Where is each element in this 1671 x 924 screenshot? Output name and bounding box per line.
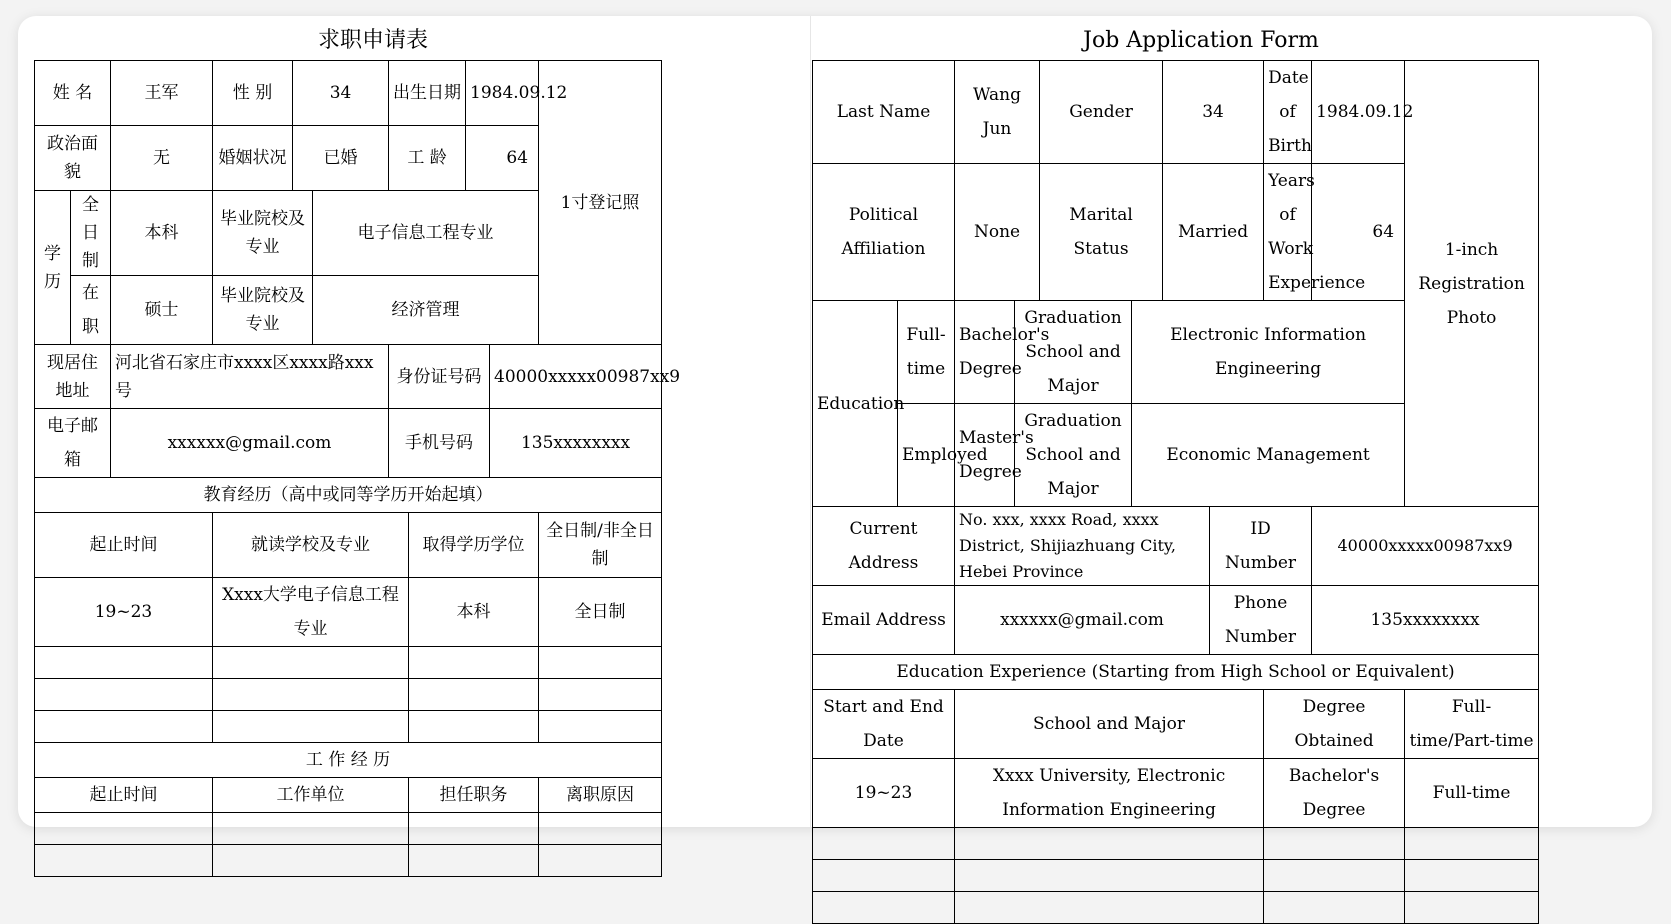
fulltime-label: 全日制	[71, 191, 111, 276]
political-value: 无	[111, 126, 213, 191]
edu-col-type: Full-time/Part-time	[1405, 690, 1539, 759]
edu-col-degree: Degree Obtained	[1264, 690, 1405, 759]
phone-value: 135xxxxxxxx	[1312, 586, 1539, 655]
onjob-major: Economic Management	[1132, 404, 1405, 507]
email-label: 电子邮箱	[35, 409, 111, 478]
education-label: 学历	[35, 191, 71, 345]
onjob-school-label: 毕业院校及专业	[213, 276, 313, 345]
edu-row-type: Full-time	[1405, 759, 1539, 828]
phone-label: 手机号码	[389, 409, 490, 478]
form-table-zh	[34, 60, 681, 877]
edu-row-degree: Bachelor's Degree	[1264, 759, 1405, 828]
seniority-value: 64	[466, 126, 539, 191]
table-row	[35, 647, 662, 679]
address-value: 河北省石家庄市xxxx区xxxx路xxx号	[111, 345, 389, 409]
id-label: 身份证号码	[389, 345, 490, 409]
id-value: 40000xxxxx00987xx9	[1312, 507, 1539, 586]
edu-col-degree: 取得学历学位	[409, 513, 539, 578]
table-row	[35, 679, 662, 711]
marital-value: Married	[1163, 164, 1264, 301]
marital-value: 已婚	[293, 126, 389, 191]
marital-label: Marital Status	[1040, 164, 1163, 301]
work-section-title: 工 作 经 历	[35, 743, 662, 778]
table-row	[813, 759, 1539, 828]
email-value: xxxxxx@gmail.com	[955, 586, 1210, 655]
address-label: Current Address	[813, 507, 955, 586]
fulltime-label: Full-time	[898, 301, 955, 404]
photo-box: 1-inch Registration Photo	[1405, 61, 1539, 507]
edu-col-period: 起止时间	[35, 513, 213, 578]
table-row	[35, 813, 662, 845]
name-value: 王军	[111, 61, 213, 126]
edu-row-type: 全日制	[539, 578, 662, 647]
education-section-title: 教育经历（高中或同等学历开始起填）	[35, 478, 662, 513]
political-label: 政治面貌	[35, 126, 111, 191]
onjob-school-label: Graduation School and Major	[1015, 404, 1132, 507]
political-value: None	[955, 164, 1040, 301]
edu-col-school: School and Major	[955, 690, 1264, 759]
gender-value: 34	[293, 61, 389, 126]
email-label: Email Address	[813, 586, 955, 655]
table-row	[813, 892, 1539, 924]
phone-label: Phone Number	[1210, 586, 1312, 655]
table-row	[35, 845, 662, 877]
political-label: Political Affiliation	[813, 164, 955, 301]
onjob-degree: 硕士	[111, 276, 213, 345]
chinese-form-panel	[34, 16, 704, 877]
form-title-zh: 求职申请表	[317, 28, 428, 53]
address-value: No. xxx, xxxx Road, xxxx District, Shijiazhuang City, Hebei Province	[955, 507, 1210, 586]
form-title-en: Job Application Form	[1083, 28, 1319, 53]
id-value: 40000xxxxx00987xx9	[490, 345, 662, 409]
address-label: 现居住地址	[35, 345, 111, 409]
work-col-position: 担任职务	[409, 778, 539, 813]
edu-row-period: 19~23	[813, 759, 955, 828]
fulltime-major: Electronic Information Engineering	[1132, 301, 1405, 404]
onjob-degree: Master's Degree	[955, 404, 1015, 507]
table-row	[813, 828, 1539, 860]
education-label: Education	[813, 301, 898, 507]
fulltime-school-label: 毕业院校及专业	[213, 191, 313, 276]
edu-col-school: 就读学校及专业	[213, 513, 409, 578]
fulltime-major: 电子信息工程专业	[313, 191, 539, 276]
fulltime-school-label: Graduation School and Major	[1015, 301, 1132, 404]
fulltime-degree: Bachelor's Degree	[955, 301, 1015, 404]
panel-divider	[810, 16, 811, 827]
table-row	[813, 860, 1539, 892]
dob-label: Date of Birth	[1264, 61, 1312, 164]
name-label: 姓 名	[35, 61, 111, 126]
edu-row-period: 19~23	[35, 578, 213, 647]
education-section-title: Education Experience (Starting from High School or Equivalent)	[813, 655, 1539, 690]
edu-col-type: 全日制/非全日制	[539, 513, 662, 578]
seniority-value: 64	[1312, 164, 1405, 301]
dob-value: 1984.09.12	[1312, 61, 1405, 164]
id-label: ID Number	[1210, 507, 1312, 586]
name-label: Last Name	[813, 61, 955, 164]
dob-value: 1984.09.12	[466, 61, 539, 126]
table-row	[35, 711, 662, 743]
dob-label: 出生日期	[389, 61, 466, 126]
phone-value: 135xxxxxxxx	[490, 409, 662, 478]
onjob-label: Employed	[898, 404, 955, 507]
edu-row-school: Xxxx大学电子信息工程专业	[213, 578, 409, 647]
edu-row-school: Xxxx University, Electronic Information Engineering	[955, 759, 1264, 828]
marital-label: 婚姻状况	[213, 126, 293, 191]
photo-box: 1寸登记照	[539, 61, 662, 345]
document-card	[18, 16, 1652, 827]
english-form-panel	[817, 16, 1642, 924]
seniority-label: 工 龄	[389, 126, 466, 191]
fulltime-degree: 本科	[111, 191, 213, 276]
gender-label: Gender	[1040, 61, 1163, 164]
gender-label: 性 别	[213, 61, 293, 126]
work-col-period: 起止时间	[35, 778, 213, 813]
edu-col-period: Start and End Date	[813, 690, 955, 759]
onjob-label: 在 职	[71, 276, 111, 345]
email-value: xxxxxx@gmail.com	[111, 409, 389, 478]
name-value: Wang Jun	[955, 61, 1040, 164]
form-table-en	[812, 60, 1539, 924]
edu-row-degree: 本科	[409, 578, 539, 647]
onjob-major: 经济管理	[313, 276, 539, 345]
work-col-reason: 离职原因	[539, 778, 662, 813]
seniority-label: Years of Work Experience	[1264, 164, 1312, 301]
gender-value: 34	[1163, 61, 1264, 164]
table-row	[35, 578, 662, 647]
work-col-employer: 工作单位	[213, 778, 409, 813]
